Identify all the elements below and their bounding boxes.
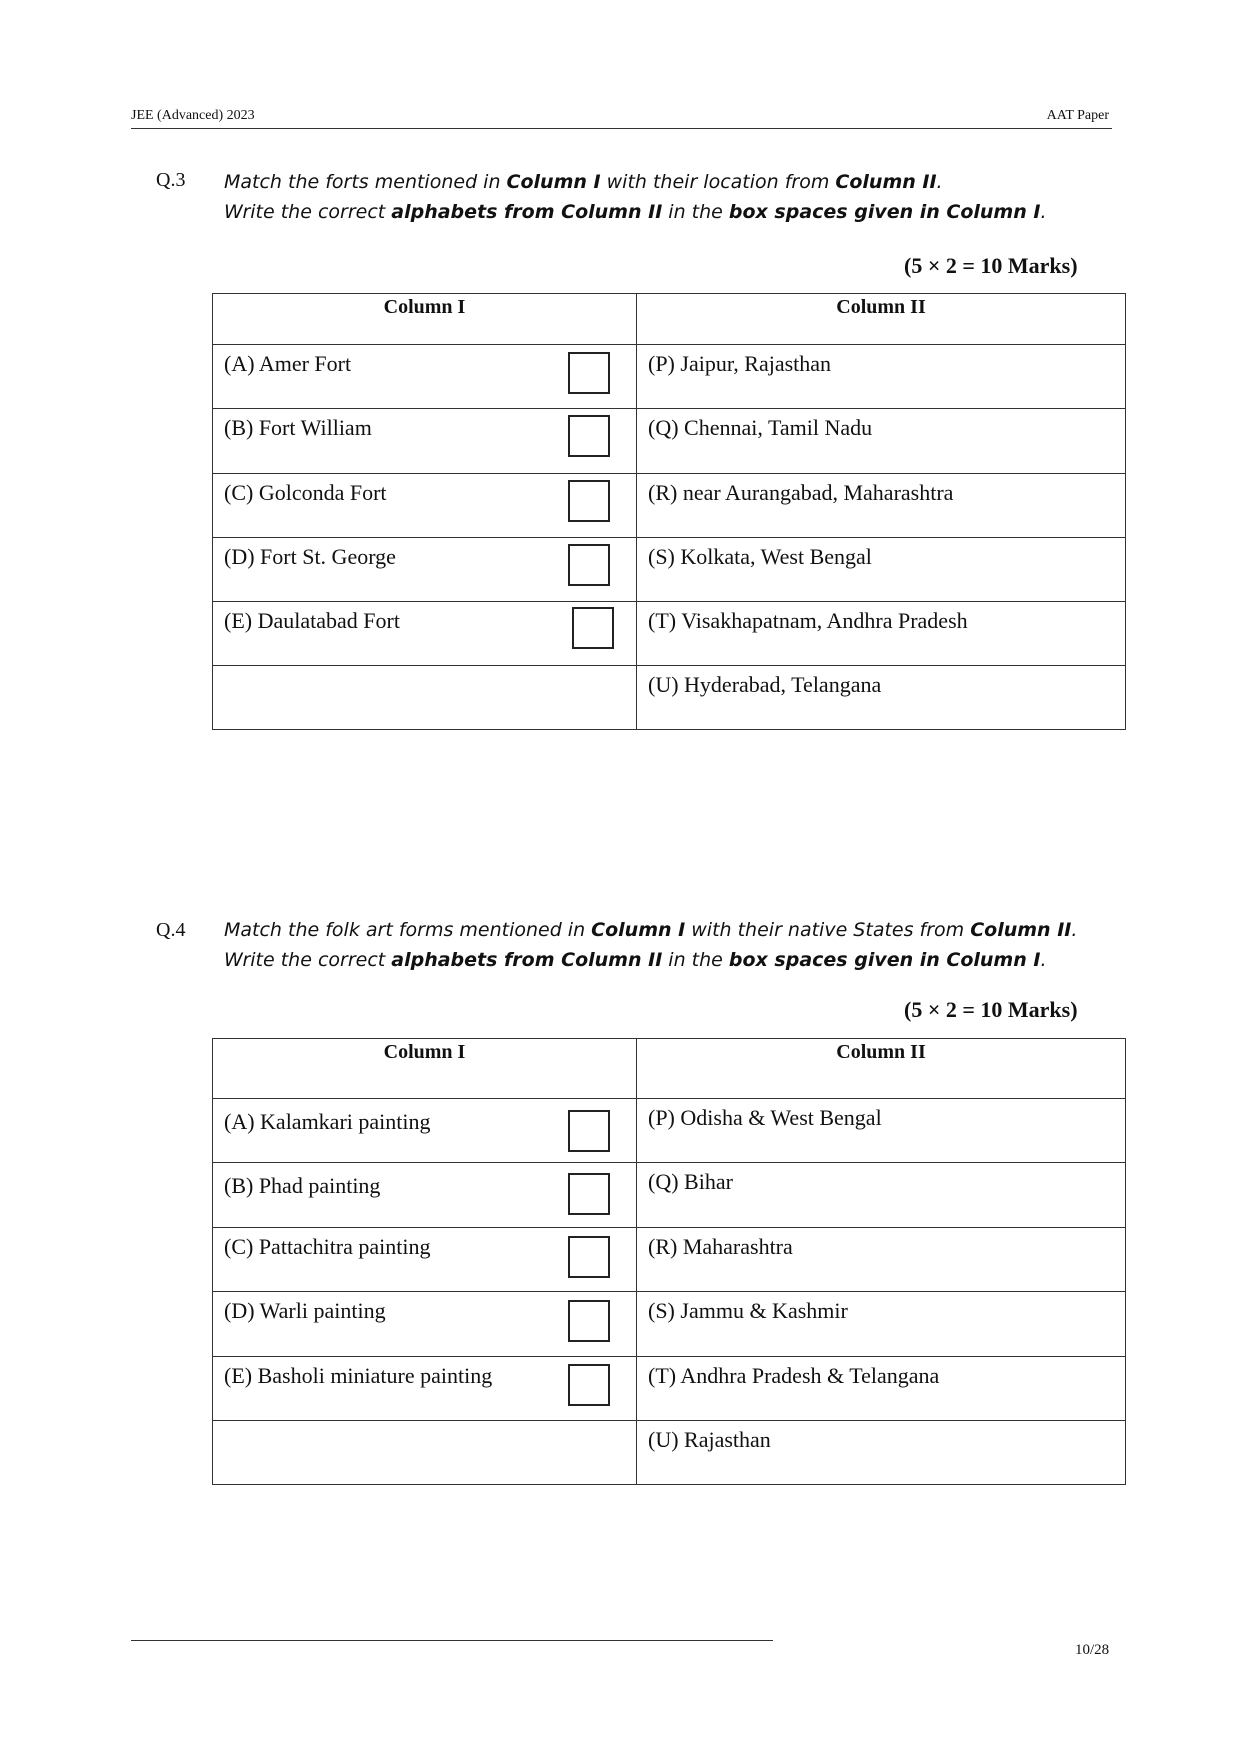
- table-row: [213, 666, 637, 730]
- marks-label: (5 × 2 = 10 Marks): [904, 253, 1078, 278]
- question-line-1: [224, 915, 1077, 945]
- question-number: Q.4: [156, 919, 186, 941]
- question-3-text: [224, 167, 1047, 227]
- column-2-item: (S) Jammu & Kashmir: [637, 1292, 1126, 1357]
- marks-label: (5 × 2 = 10 Marks): [904, 997, 1078, 1022]
- table-row: [213, 1357, 637, 1421]
- column-2-item: (R) Maharashtra: [637, 1228, 1126, 1292]
- column-1-item: (D) Fort St. George: [224, 544, 396, 569]
- question-text: with their location from: [600, 171, 836, 193]
- answer-box[interactable]: [572, 607, 614, 649]
- question-text: Write the correct: [224, 201, 392, 223]
- page-header: [131, 108, 1112, 129]
- column-1-header: Column I: [213, 1039, 637, 1099]
- question-text: .: [1040, 949, 1047, 971]
- emphasis-text: box spaces given in Column I: [728, 201, 1041, 223]
- column-1-item: (B) Fort William: [224, 415, 372, 440]
- answer-box[interactable]: [568, 1236, 610, 1278]
- emphasis-text: box spaces given in Column I: [728, 949, 1041, 971]
- table-row: [213, 1421, 637, 1485]
- column-2-item: (T) Visakhapatnam, Andhra Pradesh: [637, 602, 1126, 666]
- table-row: [213, 1099, 637, 1163]
- match-table-q3: [212, 293, 1126, 730]
- emphasis-text: Column I: [506, 171, 601, 193]
- column-2-item: (R) near Aurangabad, Maharashtra: [637, 474, 1126, 538]
- answer-box[interactable]: [568, 352, 610, 394]
- column-1-item: (E) Daulatabad Fort: [224, 608, 400, 633]
- column-2-item: (U) Hyderabad, Telangana: [637, 666, 1126, 730]
- question-text: .: [1071, 919, 1078, 941]
- emphasis-text: Column II: [835, 171, 937, 193]
- column-1-item: (C) Pattachitra painting: [224, 1234, 431, 1259]
- answer-box[interactable]: [568, 1364, 610, 1406]
- question-line-2: [224, 945, 1077, 975]
- table-row: [213, 409, 637, 474]
- column-2-header: Column II: [637, 294, 1126, 345]
- question-text: with their native States from: [685, 919, 971, 941]
- column-1-item: (E) Basholi miniature painting: [224, 1363, 493, 1388]
- column-2-item: (Q) Chennai, Tamil Nadu: [637, 409, 1126, 474]
- question-text: Match the folk art forms mentioned in: [224, 919, 592, 941]
- answer-box[interactable]: [568, 1110, 610, 1152]
- answer-box[interactable]: [568, 1300, 610, 1342]
- column-2-item: (S) Kolkata, West Bengal: [637, 538, 1126, 602]
- column-2-item: (T) Andhra Pradesh & Telangana: [637, 1357, 1126, 1421]
- page-number: 10/28: [1075, 1642, 1110, 1658]
- table-row: [213, 1292, 637, 1357]
- emphasis-text: alphabets from Column II: [391, 949, 663, 971]
- question-number: Q.3: [156, 169, 186, 191]
- column-2-item: (P) Jaipur, Rajasthan: [637, 345, 1126, 409]
- column-1-header: Column I: [213, 294, 637, 345]
- emphasis-text: Column I: [591, 919, 686, 941]
- question-text: in the: [662, 949, 729, 971]
- column-1-item: (A) Kalamkari painting: [224, 1109, 431, 1134]
- column-2-item: (Q) Bihar: [637, 1163, 1126, 1228]
- table-row: [213, 474, 637, 538]
- question-text: .: [936, 171, 943, 193]
- paper-name: AAT Paper: [1046, 108, 1109, 123]
- emphasis-text: alphabets from Column II: [391, 201, 663, 223]
- footer-divider: [131, 1640, 773, 1641]
- table-row: [213, 345, 637, 409]
- question-text: Write the correct: [224, 949, 392, 971]
- table-row: [213, 602, 637, 666]
- match-table-q4: [212, 1038, 1126, 1485]
- column-1-item: (A) Amer Fort: [224, 351, 352, 376]
- column-2-item: (P) Odisha & West Bengal: [637, 1099, 1126, 1163]
- column-1-item: (D) Warli painting: [224, 1298, 386, 1323]
- table-row: [213, 1163, 637, 1228]
- question-line-1: [224, 167, 1047, 197]
- question-text: in the: [662, 201, 729, 223]
- question-text: Match the forts mentioned in: [224, 171, 507, 193]
- column-2-item: (U) Rajasthan: [637, 1421, 1126, 1485]
- column-1-item: (B) Phad painting: [224, 1173, 381, 1198]
- answer-box[interactable]: [568, 544, 610, 586]
- answer-box[interactable]: [568, 415, 610, 457]
- question-text: .: [1040, 201, 1047, 223]
- question-line-2: [224, 197, 1047, 227]
- column-2-header: Column II: [637, 1039, 1126, 1099]
- question-4-text: [224, 915, 1077, 975]
- answer-box[interactable]: [568, 1173, 610, 1215]
- answer-box[interactable]: [568, 480, 610, 522]
- emphasis-text: Column II: [970, 919, 1072, 941]
- column-1-item: (C) Golconda Fort: [224, 480, 387, 505]
- table-row: [213, 538, 637, 602]
- table-row: [213, 1228, 637, 1292]
- exam-title: JEE (Advanced) 2023: [131, 108, 255, 123]
